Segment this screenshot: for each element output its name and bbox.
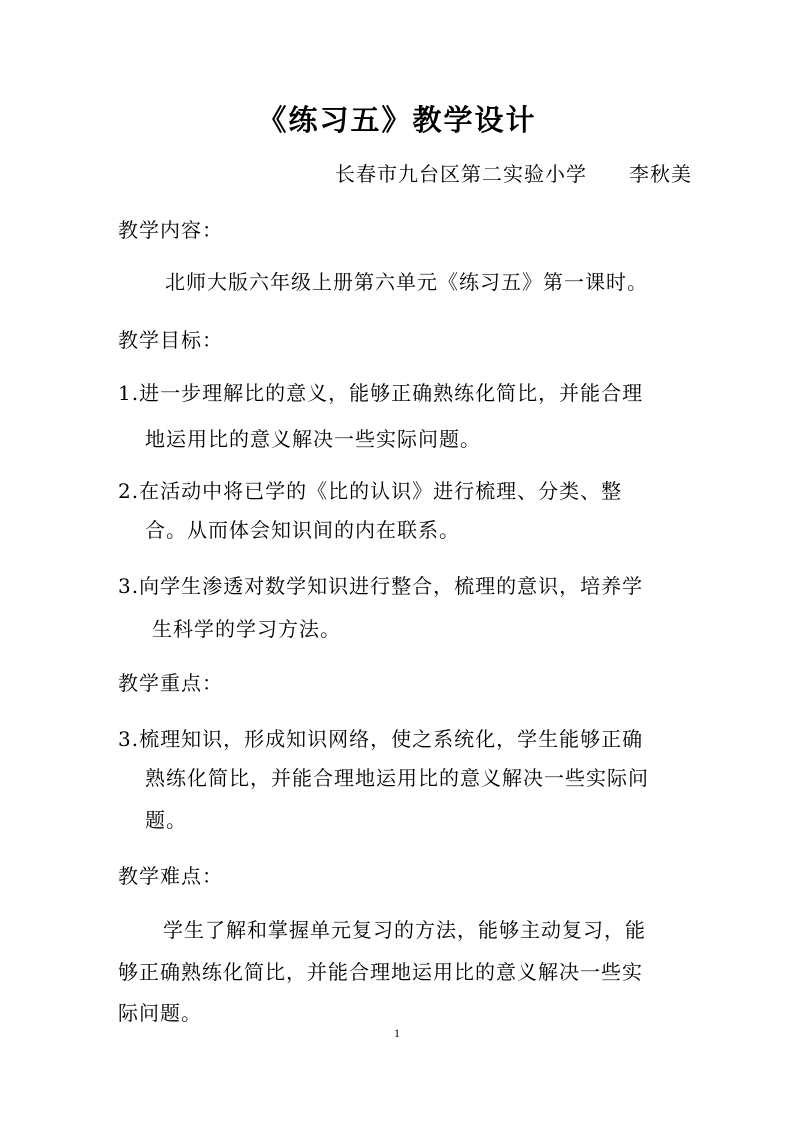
goal-3-line-1: 3.向学生渗透对数学知识进行整合，梳理的意识，培养学: [118, 574, 644, 598]
goal-1-line-1: 1.进一步理解比的意义，能够正确熟练化简比，并能合理: [118, 381, 644, 405]
key-points-line-2: 熟练化简比，并能合理地运用比的意义解决一些实际问: [145, 766, 649, 790]
difficulties-line-1: 学生了解和掌握单元复习的方法，能够主动复习，能: [163, 918, 646, 942]
goal-2-line-1: 2.在活动中将已学的《比的认识》进行梳理、分类、整: [118, 479, 623, 503]
section-heading-key-points: 教学重点：: [118, 671, 223, 695]
goal-1-line-2: 地运用比的意义解决一些实际问题。: [145, 427, 481, 451]
page-number: 1: [394, 1026, 400, 1040]
content-text: 北师大版六年级上册第六单元《练习五》第一课时。: [165, 270, 648, 294]
section-heading-content: 教学内容：: [118, 218, 223, 242]
goal-2-line-2: 合。从而体会知识间的内在联系。: [145, 518, 460, 542]
section-heading-difficulties: 教学难点：: [118, 864, 223, 888]
section-heading-goals: 教学目标：: [118, 328, 223, 352]
goal-3-line-2: 生科学的学习方法。: [152, 617, 341, 641]
key-points-line-1: 3.梳理知识，形成知识网络，使之系统化，学生能够正确: [118, 727, 644, 751]
key-points-line-3: 题。: [145, 808, 187, 832]
difficulties-line-2: 够正确熟练化简比，并能合理地运用比的意义解决一些实: [118, 960, 643, 984]
difficulties-line-3: 际问题。: [118, 1001, 202, 1025]
document-title: 《练习五》教学设计: [257, 103, 537, 137]
author-byline: 长春市九台区第二实验小学 李秋美: [335, 162, 692, 186]
